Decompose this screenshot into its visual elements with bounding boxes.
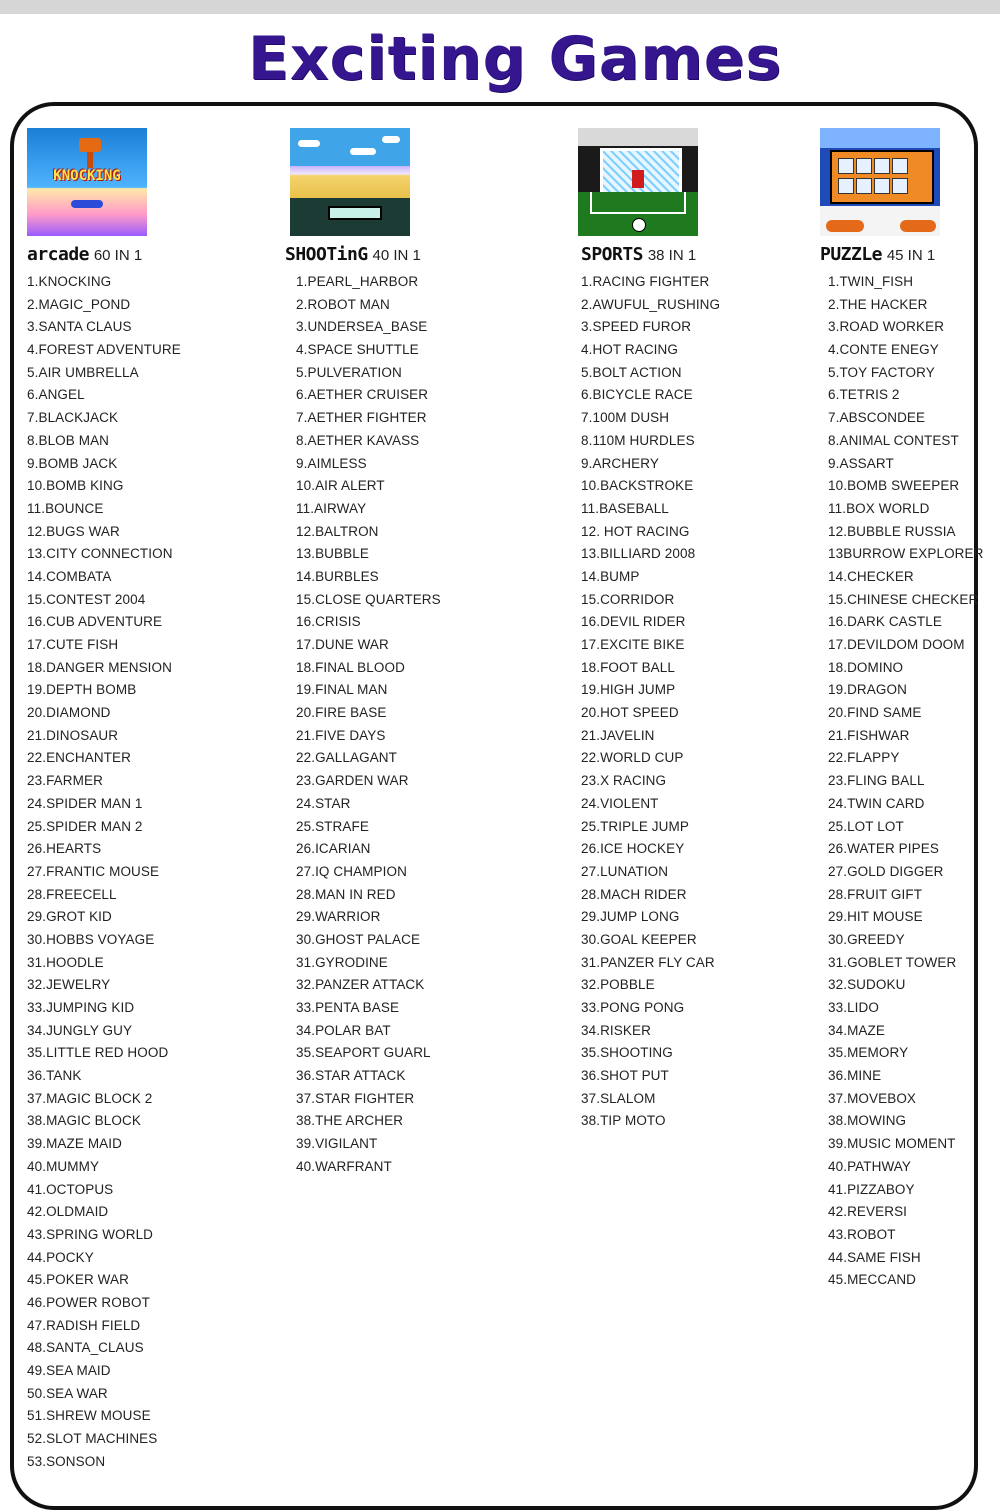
game-item: 28.FREECELL [27,886,117,902]
game-item: 6.AETHER CRUISER [296,387,429,403]
category-heading [820,244,984,265]
left-button [826,220,864,232]
game-item: 12.BUBBLE RUSSIA [828,523,956,539]
game-item: 52.SLOT MACHINES [27,1431,158,1447]
game-item: 12. HOT RACING [581,523,690,539]
game-item: 47.RADISH FIELD [27,1317,141,1333]
game-item: 18.FOOT BALL [581,659,675,675]
game-item: 14.BURBLES [296,568,379,584]
game-item: 26.ICE HOCKEY [581,841,685,857]
game-item: 53.SONSON [27,1453,106,1469]
game-item: 9.ARCHERY [581,455,659,471]
game-item: 39.VIGILANT [296,1136,378,1152]
column-puzzle [820,128,984,1292]
game-item: 35.SHOOTING [581,1045,673,1061]
game-item: 25.SPIDER MAN 2 [27,818,143,834]
game-item: 23.GARDEN WAR [296,773,409,789]
game-item: 35.SEAPORT GUARL [296,1045,431,1061]
game-item: 22.GALLAGANT [296,750,397,766]
game-item: 14.CHECKER [828,568,914,584]
game-item: 45.POKER WAR [27,1272,129,1288]
game-item: 4.HOT RACING [581,342,678,358]
game-item: 43.SPRING WORLD [27,1226,154,1242]
game-item: 17.CUTE FISH [27,637,119,652]
game-item: 43.ROBOT [828,1226,896,1242]
game-item: 8.BLOB MAN [27,432,110,448]
game-item: 37.MOVEBOX [828,1090,917,1106]
game-item: 7.AETHER FIGHTER [296,410,427,426]
game-item: 6.ANGEL [27,387,85,403]
game-item: 18.DANGER MENSION [27,659,172,675]
game-item: 40.PATHWAY [828,1158,912,1174]
game-item: 9.AIMLESS [296,455,367,471]
game-item: 2.ROBOT MAN [296,296,390,312]
game-item: 37.MAGIC BLOCK 2 [27,1090,153,1106]
game-item: 13.BUBBLE [296,546,369,562]
game-item: 30.GOAL KEEPER [581,931,697,947]
game-item: 28.MACH RIDER [581,886,687,902]
game-item: 32.SUDOKU [828,977,906,993]
game-item: 33.PENTA BASE [296,1000,400,1015]
game-item: 29.GROT KID [27,909,112,925]
tile [892,158,908,174]
game-item: 28.FRUIT GIFT [828,886,923,902]
game-item: 22.WORLD CUP [581,750,684,766]
game-item: 10.BACKSTROKE [581,478,694,494]
score-display [328,206,382,220]
game-item: 20.FIRE BASE [296,705,387,721]
game-item: 26.HEARTS [27,841,102,857]
game-item: 27.FRANTIC MOUSE [27,863,160,879]
category-heading [285,244,441,265]
game-item: 11.BOUNCE [27,500,104,516]
game-list [828,271,984,1292]
game-item: 28.MAN IN RED [296,886,396,902]
tile [892,178,908,194]
game-item: 34.RISKER [581,1022,651,1038]
cloud [298,140,320,147]
game-item: 30.GHOST PALACE [296,931,421,947]
game-item: 27.IQ CHAMPION [296,863,407,879]
game-item: 11.BOX WORLD [828,500,930,516]
game-item: 13.CITY CONNECTION [27,546,173,562]
tile [838,178,854,194]
game-item: 13.BILLIARD 2008 [581,546,696,562]
category-name: SPORTS [581,244,644,265]
tile [856,178,872,194]
cloud [382,136,400,143]
game-item: 44.POCKY [27,1249,94,1265]
game-item: 36.TANK [27,1068,82,1084]
game-item: 24.VIOLENT [581,795,659,811]
game-item: 5.PULVERATION [296,364,402,380]
game-item: 11.AIRWAY [296,500,367,516]
game-item: 38.MAGIC BLOCK [27,1113,141,1129]
game-item: 24.TWIN CARD [828,795,925,811]
game-item: 36.MINE [828,1068,882,1084]
game-item: 19.FINAL MAN [296,682,388,698]
game-item: 10.BOMB SWEEPER [828,478,960,494]
game-item: 7.BLACKJACK [27,410,119,426]
game-item: 51.SHREW MOUSE [27,1408,151,1424]
game-item: 6.BICYCLE RACE [581,387,693,403]
game-item: 15.CHINESE CHECKER [828,591,979,607]
game-item: 5.AIR UMBRELLA [27,364,139,380]
game-item: 42.OLDMAID [27,1204,109,1220]
game-item: 17.DUNE WAR [296,637,389,652]
game-item: 8.AETHER KAVASS [296,432,420,448]
game-item: 2.THE HACKER [828,296,928,312]
game-item: 1.RACING FIGHTER [581,274,710,289]
game-item: 15.CORRIDOR [581,591,675,607]
hammer-icon [79,138,101,152]
game-item: 33.JUMPING KID [27,1000,135,1015]
game-item: 20.FIND SAME [828,705,922,721]
game-item: 39.MAZE MAID [27,1136,122,1152]
game-item: 6.TETRIS 2 [828,387,900,403]
hammer-handle [87,152,93,168]
tile [856,158,872,174]
game-item: 30.HOBBS VOYAGE [27,931,155,947]
game-item: 8.110M HURDLES [581,432,695,448]
game-item: 50.SEA WAR [27,1385,108,1401]
game-item: 37.STAR FIGHTER [296,1090,415,1106]
game-item: 20.HOT SPEED [581,705,679,721]
game-item: 34.JUNGLY GUY [27,1022,133,1038]
defence-button [900,220,936,232]
game-item: 4.CONTE ENEGY [828,342,939,358]
game-item: 40.WARFRANT [296,1158,392,1174]
game-item: 3.SPEED FUROR [581,319,692,335]
game-item: 26.WATER PIPES [828,841,939,857]
game-item: 33.LIDO [828,1000,879,1015]
game-item: 27.GOLD DIGGER [828,863,944,879]
game-item: 10.BOMB KING [27,478,124,494]
column-shooting [285,128,441,1179]
category-name: PUZZLe [820,244,883,265]
game-item: 2.AWUFUL_RUSHING [581,296,721,312]
game-item: 23.FLING BALL [828,773,925,789]
game-item: 29.HIT MOUSE [828,909,923,925]
game-item: 25.STRAFE [296,818,369,834]
category-count: 45 IN 1 [886,247,936,264]
game-item: 34.POLAR BAT [296,1022,391,1038]
game-item: 18.FINAL BLOOD [296,659,405,675]
game-item: 24.SPIDER MAN 1 [27,795,143,811]
game-item: 4.SPACE SHUTTLE [296,342,419,358]
game-item: 3.UNDERSEA_BASE [296,319,428,335]
game-item: 14.COMBATA [27,568,112,584]
game-item: 18.DOMINO [828,659,904,675]
game-item: 35.MEMORY [828,1045,909,1061]
category-count: 60 IN 1 [93,247,143,264]
game-item: 11.BASEBALL [581,500,669,516]
arcade-thumbnail [27,128,147,236]
arcade-logo-text: KNOCKING [53,168,121,184]
game-item: 16.CRISIS [296,614,361,630]
game-item: 1.TWIN_FISH [828,274,914,289]
game-item: 41.OCTOPUS [27,1181,114,1197]
game-item: 15.CONTEST 2004 [27,591,146,607]
game-item: 8.ANIMAL CONTEST [828,432,959,448]
game-item: 48.SANTA_CLAUS [27,1340,144,1356]
game-item: 42.REVERSI [828,1204,908,1220]
game-item: 1.KNOCKING [27,274,112,289]
game-item: 27.LUNATION [581,863,669,879]
game-item: 21.FISHWAR [828,727,910,743]
top-gray-bar [0,0,1000,14]
game-item: 14.BUMP [581,568,640,584]
game-item: 31.PANZER FLY CAR [581,954,715,970]
game-item: 20.DIAMOND [27,705,111,721]
puzzle-thumbnail [820,128,940,236]
column-arcade [27,128,181,1473]
game-list [27,271,181,1473]
game-item: 21.FIVE DAYS [296,727,386,743]
game-item: 16.DARK CASTLE [828,614,942,630]
goalkeeper-icon [632,170,644,188]
game-item: 22.FLAPPY [828,750,900,766]
game-item: 31.HOODLE [27,954,104,970]
game-item: 19.HIGH JUMP [581,682,676,698]
tile [838,158,854,174]
game-item: 44.SAME FISH [828,1249,921,1265]
ball-icon [632,218,646,232]
start-badge [71,200,103,208]
game-item: 34.MAZE [828,1022,885,1038]
game-item: 9.BOMB JACK [27,455,118,471]
game-item: 36.STAR ATTACK [296,1068,406,1084]
game-item: 25.TRIPLE JUMP [581,818,689,834]
game-item: 46.POWER ROBOT [27,1294,150,1310]
game-item: 33.PONG PONG [581,1000,685,1015]
category-heading [581,244,720,265]
tile [874,178,890,194]
category-name: SHOOTinG [285,244,368,265]
game-item: 35.LITTLE RED HOOD [27,1045,169,1061]
game-item: 36.SHOT PUT [581,1068,669,1084]
game-item: 25.LOT LOT [828,818,904,834]
game-item: 24.STAR [296,795,351,811]
game-item: 30.GREEDY [828,931,905,947]
penalty-box [590,192,686,214]
game-list [581,271,720,1133]
game-item: 3.ROAD WORKER [828,319,945,335]
game-item: 9.ASSART [828,455,894,471]
game-item: 32.POBBLE [581,977,655,993]
category-count: 40 IN 1 [372,247,421,264]
column-sports [578,128,720,1133]
tile [874,158,890,174]
game-item: 49.SEA MAID [27,1363,111,1378]
game-item: 26.ICARIAN [296,841,371,857]
terrain [290,166,410,198]
game-item: 4.FOREST ADVENTURE [27,342,181,358]
shooting-thumbnail [290,128,410,236]
game-item: 2.MAGIC_POND [27,296,131,312]
game-item: 29.WARRIOR [296,909,381,925]
game-item: 12.BUGS WAR [27,523,120,539]
top-strip [820,128,940,148]
game-item: 21.DINOSAUR [27,727,119,743]
game-item: 31.GYRODINE [296,954,388,970]
game-item: 45.MECCAND [828,1272,917,1288]
game-item: 21.JAVELIN [581,727,655,743]
game-list [296,271,441,1179]
game-item: 29.JUMP LONG [581,909,680,925]
game-item: 38.MOWING [828,1113,907,1129]
game-item: 19.DRAGON [828,682,907,698]
game-item: 23.FARMER [27,773,103,789]
game-item: 22.ENCHANTER [27,750,131,766]
hud-bar [578,128,698,146]
game-item: 38.THE ARCHER [296,1113,404,1129]
category-name: arcade [27,244,90,265]
cloud [350,148,376,155]
game-item: 7.ABSCONDEE [828,410,926,426]
game-item: 17.DEVILDOM DOOM [828,637,965,652]
game-item: 41.PIZZABOY [828,1181,915,1197]
game-item: 15.CLOSE QUARTERS [296,591,441,607]
game-item: 23.X RACING [581,773,667,789]
game-item: 12.BALTRON [296,523,379,539]
game-item: 10.AIR ALERT [296,478,385,494]
game-item: 1.PEARL_HARBOR [296,274,419,289]
game-item: 13BURROW EXPLORER [828,546,984,562]
game-item: 31.GOBLET TOWER [828,954,957,970]
game-item: 40.MUMMY [27,1158,100,1174]
game-item: 19.DEPTH BOMB [27,682,137,698]
game-item: 32.JEWELRY [27,977,111,993]
game-item: 16.CUB ADVENTURE [27,614,163,630]
category-heading [27,244,181,265]
game-item: 5.TOY FACTORY [828,364,935,380]
page-title: Exciting Games [247,24,783,94]
game-item: 5.BOLT ACTION [581,364,682,380]
game-item: 17.EXCITE BIKE [581,637,685,652]
game-item: 16.DEVIL RIDER [581,614,686,630]
game-item: 3.SANTA CLAUS [27,319,132,335]
category-count: 38 IN 1 [647,247,697,264]
game-item: 7.100M DUSH [581,410,670,426]
game-item: 32.PANZER ATTACK [296,977,425,993]
game-item: 37.SLALOM [581,1090,656,1106]
game-item: 39.MUSIC MOMENT [828,1136,956,1152]
sports-thumbnail [578,128,698,236]
game-item: 38.TIP MOTO [581,1113,666,1129]
